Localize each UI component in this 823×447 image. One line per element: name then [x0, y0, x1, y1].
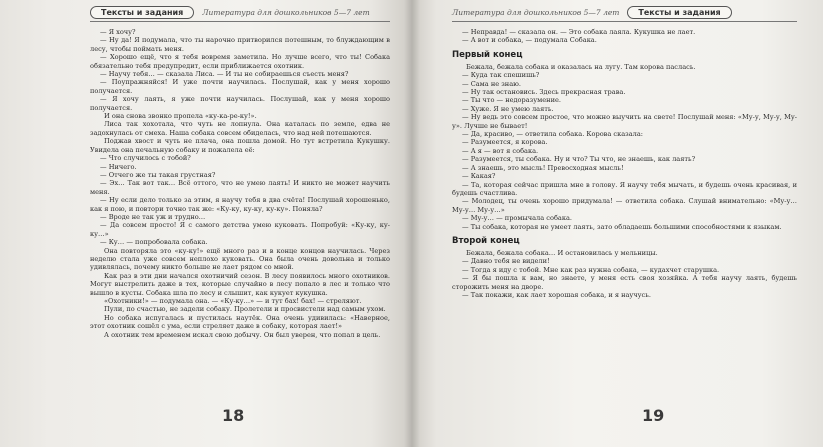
paragraph: — Ты собака, которая не умеет лаять, зато обладаешь большими способностями к языкам. — [462, 222, 782, 231]
paragraph: — А знаешь, это мысль! Превосходная мысль! — [462, 163, 624, 172]
paragraph: Поджав хвост и чуть не плача, она пошла домой. Но тут встретила Кукушку. Увидела она печальную собаку и пожалела её: — [90, 137, 390, 154]
running-title: Литература для дошкольников 5—7 лет — [452, 8, 620, 17]
paragraph: «Охотники!» — подумала она. — «Ку-ку…» — и тут бах! бах! — стреляют. — [104, 297, 362, 305]
paragraph: — Вроде не так уж и трудно… — [100, 212, 206, 221]
paragraph: — Эх… Так вот так… Всё оттого, что не умею лаять! И никто не может научить меня. — [90, 179, 390, 196]
paragraph: — Ну да! Я подумала, что ты нарочно притворился потешным, то блуждающим в лесу, чтобы поймать меня. — [90, 36, 390, 53]
paragraph: — Куда так спешишь? — [462, 71, 540, 80]
paragraph: И она снова звонко пропела «ку-ка-ре-ку!». — [104, 112, 257, 121]
paragraph: Она повторяла это «ку-ку!» ещё много раз и в конце концов научилась. Через неделю стала уже совсем неплохо куковать. Она была очень довольна и только удивлялась, почему никто больше не лает рядом со мной. — [90, 246, 390, 272]
paragraph: — Научу тебя… — сказала Лиса. — И ты не собираешься съесть меня? — [100, 70, 349, 79]
paragraph: — Что случилось с тобой? — [100, 154, 191, 163]
paragraph: — Поупражняйся! И уже почти научилась. Послушай, как у меня хорошо получается. — [90, 78, 390, 95]
paragraph: — Ку… — попробовала собака. — [100, 238, 208, 247]
paragraph: — Отчего же ты такая грустная? — [100, 170, 216, 179]
paragraph: Лиса так хохотала, что чуть не лопнула. Она каталась по земле, едва не задохнулась от смеха. Наша собака совсем обиделась, что над ней потешаются. — [90, 120, 390, 137]
right-page-header — [452, 6, 797, 22]
left-page-header — [90, 6, 390, 22]
page-number-left: 18 — [222, 406, 245, 425]
first-ending-text — [452, 63, 797, 231]
paragraph: — Тогда я иду с тобой. Мне как раз нужна собака, — кудахчет старушка. — [462, 265, 720, 274]
paragraph: — Ничего. — [100, 162, 137, 171]
paragraph: — Хорошо ещё, что я тебя вовремя заметила. Но лучше всего, что ты! Собака обязательно тебя предупредит, если приближается охотник. — [90, 53, 390, 70]
paragraph: — Ну так остановись. Здесь прекрасная трава. — [462, 88, 626, 97]
paragraph: — А я — вот я собака. — [462, 146, 539, 155]
paragraph: — А вот и собака, — подумала Собака. — [462, 36, 597, 45]
paragraph: — Я хочу? — [100, 28, 136, 36]
paragraph: — Какая? — [462, 172, 496, 181]
section-heading-first-ending: Первый конец — [452, 49, 523, 60]
paragraph: — Разумеется, я корова. — [462, 138, 548, 147]
paragraph: — Сама не знаю. — [462, 79, 521, 88]
paragraph: — Разумеется, ты собака. Ну и что? Ты что, не знаешь, как лаять? — [462, 155, 696, 164]
paragraph: — Да, красиво, — ответила собака. Корова сказала: — [462, 130, 644, 139]
book-gutter — [404, 0, 420, 447]
paragraph: Но собака испугалась и пустилась наутёк. Она очень удивилась: «Наверное, этот охотник сошёл с ума, если стреляет даже в собаку, которая лает!» — [90, 313, 390, 331]
paragraph: — Неправда! — сказала он. — Это собака лаяла. Кукушка не лает. — [462, 28, 696, 36]
right-page — [412, 0, 823, 447]
right-intro-text — [452, 28, 797, 45]
page-number-right: 19 — [642, 406, 665, 425]
paragraph: Как раз в эти дни начался охотничий сезон. В лесу появилось много охотников. Могут выстрелить даже в тех, которые случайно в лесу попало в лес и только что вышло в кусты. Собака шла по лесу и слышит, как кукует кукушка. — [90, 271, 390, 297]
paragraph: — Та, которая сейчас пришла мне в голову. Я научу тебя мычать, и будешь очень красивая, и будешь счастлива. — [452, 180, 797, 197]
paragraph: — Давно тебя не видели! — [462, 257, 550, 266]
section-heading-second-ending: Второй конец — [452, 235, 520, 246]
paragraph: — Так покажи, как лает хорошая собака, и я научусь. — [462, 290, 651, 299]
section-tab: Тексты и задания — [90, 6, 194, 19]
paragraph: Бежала, бежала собака и оказалась на лугу. Там корова паслась. — [466, 62, 696, 71]
paragraph: Бежала, бежала собака… И остановилась у мельницы. — [466, 248, 658, 257]
paragraph: — Му-у… — промычала собака. — [462, 214, 572, 223]
paragraph: — Молодец, ты очень хорошо придумала! — ответила собака. Слушай внимательно: «Му-у… Му-у… Му-у…» — [452, 197, 797, 214]
second-ending-text — [452, 249, 797, 299]
paragraph: — Ну если дело только за этим, я научу тебя в два счёта! Послушай хорошенько, как я пою, и повтори точно так же: «Ку-ку, ку-ку, ку-ку». Поняла? — [90, 196, 390, 213]
paragraph: — Хуже. Я не умею лаять. — [462, 104, 554, 113]
left-page-body — [90, 28, 390, 339]
paragraph: — Ты что — недоразумение. — [462, 96, 561, 105]
running-title: Литература для дошкольников 5—7 лет — [202, 8, 370, 17]
paragraph: Пули, по счастью, не задели собаку. Пролетели и просвистели над самым ухом. — [104, 305, 386, 314]
paragraph: — Да совсем просто! Я с самого детства умею куковать. Попробуй: «Ку-ку, ку-ку…» — [90, 221, 390, 238]
section-tab: Тексты и задания — [627, 6, 731, 19]
paragraph: — Ну ведь это совсем простое, что можно выучить на свете! Послушай меня: «Му-у, Му-у, Му-у». Лучше не бывает! — [452, 113, 797, 130]
paragraph: — Я хочу лаять, я уже почти научилась. Послушай, как у меня хорошо получается. — [90, 95, 390, 112]
paragraph: А охотник тем временем искал свою добычу. Он был уверен, что попал в цель. — [104, 330, 381, 339]
paragraph: — Я бы пошла к вам, но знаете, у меня есть своя хозяйка. А тебя научу лаять, будешь сторожить меня на дворе. — [452, 274, 797, 291]
